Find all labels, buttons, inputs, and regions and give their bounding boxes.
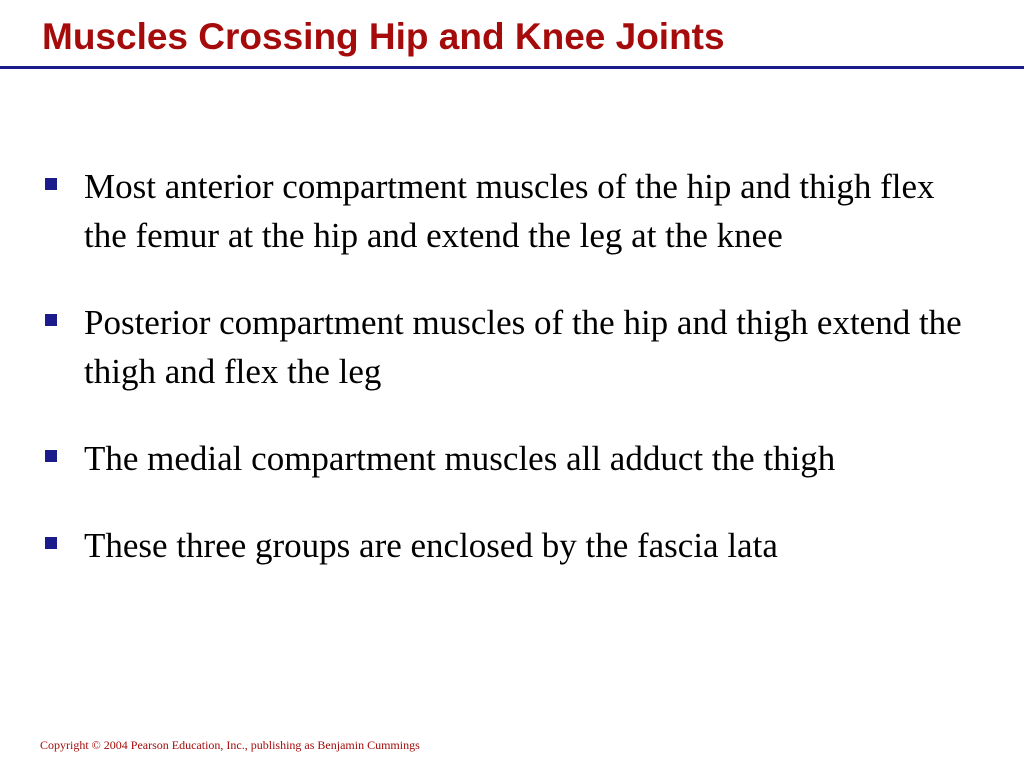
square-bullet-icon xyxy=(45,537,57,549)
bullet-list xyxy=(40,162,980,608)
square-bullet-icon xyxy=(45,450,57,462)
bullet-item xyxy=(40,521,980,570)
bullet-item xyxy=(40,298,980,396)
slide-title: Muscles Crossing Hip and Knee Joints xyxy=(42,16,725,57)
copyright-footer: Copyright © 2004 Pearson Education, Inc., publishing as Benjamin Cummings xyxy=(40,738,420,752)
bullet-text: Most anterior compartment muscles of the hip and thigh flex the femur at the hip and extend the leg at the knee xyxy=(84,167,935,255)
square-bullet-icon xyxy=(45,314,57,326)
bullet-text: The medial compartment muscles all adduct the thigh xyxy=(84,439,836,478)
bullet-item xyxy=(40,434,980,483)
title-divider xyxy=(0,66,1024,69)
bullet-text: Posterior compartment muscles of the hip and thigh extend the thigh and flex the leg xyxy=(84,303,962,391)
bullet-text: These three groups are enclosed by the fascia lata xyxy=(84,526,778,565)
bullet-item xyxy=(40,162,980,260)
square-bullet-icon xyxy=(45,178,57,190)
